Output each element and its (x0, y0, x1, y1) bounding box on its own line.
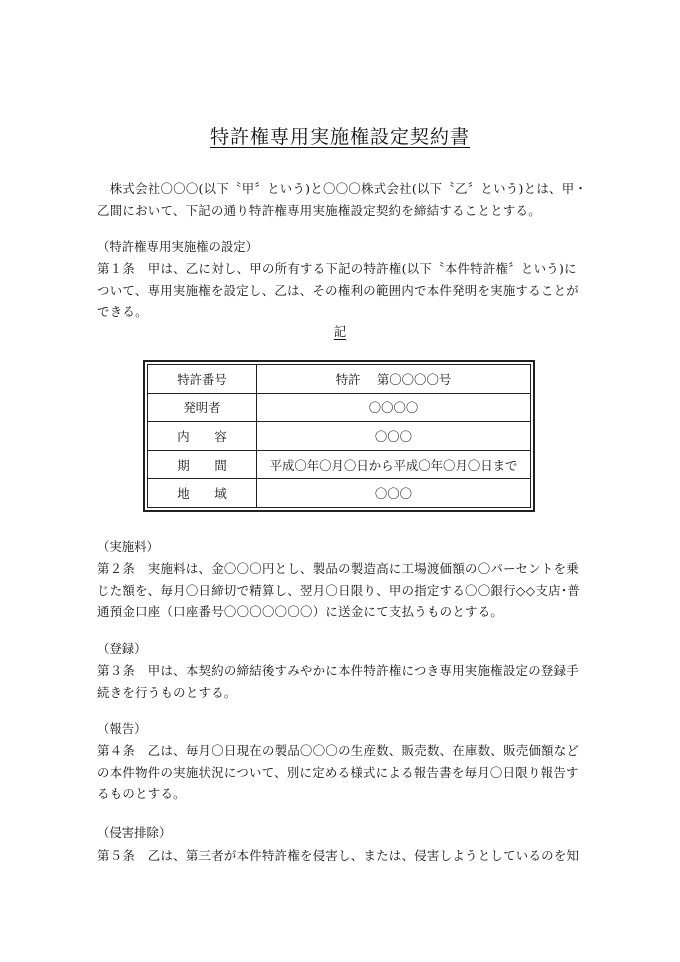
preamble-line: 株式会社〇〇〇(以下〝甲〞という)と〇〇〇株式会社(以下〝乙〞という)とは、甲・ (97, 181, 588, 196)
preamble (97, 178, 597, 221)
table-row (148, 393, 531, 422)
article-2 (97, 558, 597, 623)
preamble-line: 乙間において、下記の通り特許権専用実施権設定契約を締結することとする。 (97, 202, 541, 218)
article-line: るものとする。 (97, 786, 186, 801)
article-line: できる。 (97, 304, 148, 319)
article-line: 第５条 乙は、第三者が本件特許権を侵害し、または、侵害しようとしているのを知 (97, 848, 580, 863)
table-value: 〇〇〇 (257, 479, 531, 508)
table-row (148, 365, 531, 394)
table-value: 特許 第〇〇〇〇号 (257, 365, 531, 394)
article-line: 続きを行うものとする。 (97, 684, 237, 700)
table-label: 地 域 (148, 479, 257, 508)
section-heading: （報告） (97, 721, 147, 736)
article-5 (97, 845, 597, 867)
table-label: 期 間 (148, 450, 257, 479)
section-heading: （侵害排除） (97, 825, 172, 840)
article-line: ついて、専用実施権を設定し、乙は、その権利の範囲内で本件発明を実施することが (97, 282, 579, 298)
article-3 (97, 660, 597, 703)
section-heading: （実施料） (97, 539, 159, 554)
section-heading: （登録） (97, 641, 147, 656)
article-line: 第４条 乙は、毎月〇日現在の製品〇〇〇の生産数、販売数、在庫数、販売価額など (97, 743, 580, 758)
article-4 (97, 740, 597, 805)
table-label: 内 容 (148, 422, 257, 451)
article-line: 第３条 甲は、本契約の締結後すみやかに本件特許権につき専用実施権設定の登録手 (97, 663, 579, 678)
table-row (148, 422, 531, 451)
document-title: 特許権専用実施権設定契約書 (209, 126, 470, 148)
table-row (148, 479, 531, 508)
table-row (148, 450, 531, 479)
ki-marker: 記 (333, 324, 347, 339)
section-heading: （特許権専用実施権の設定） (97, 239, 259, 254)
article-line: の本件物件の実施状況について、別に定める様式による報告書を毎月〇日限り報告す (97, 764, 579, 780)
table-value: 平成〇年〇月〇日から平成〇年〇月〇日まで (257, 450, 531, 479)
article-line: じた額を、毎月〇日締切で精算し、翌月〇日限り、甲の指定する〇〇銀行◇◇支店･普 (97, 582, 581, 598)
table-value: 〇〇〇〇 (257, 393, 531, 422)
table-label: 発明者 (148, 393, 257, 422)
article-1 (97, 258, 597, 323)
article-line: 第２条 実施料は、金〇〇〇円とし、製品の製造高に工場渡価額の〇パーセントを乗 (97, 561, 579, 576)
article-line: 第１条 甲は、乙に対し、甲の所有する下記の特許権(以下〝本件特許権〞という)に (97, 261, 577, 276)
table-label: 特許番号 (148, 365, 257, 394)
table-value: 〇〇〇 (257, 422, 531, 451)
patent-table (143, 360, 535, 512)
article-line: 通預金口座（口座番号〇〇〇〇〇〇〇）に送金にて支払うものとする。 (97, 604, 504, 619)
